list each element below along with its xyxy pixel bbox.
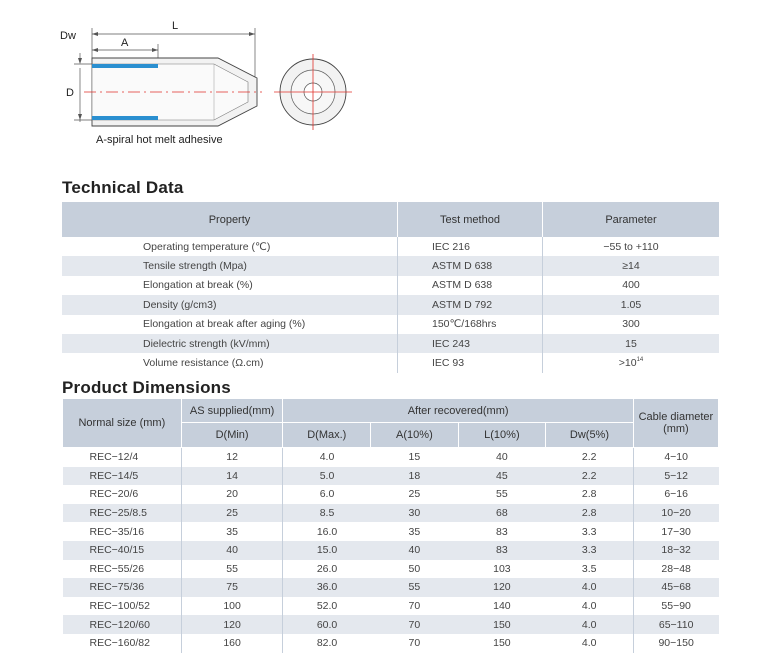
- dw-cell: 2.8: [581, 488, 597, 501]
- dw-cell: 2.2: [581, 451, 597, 464]
- l-cell: 120: [458, 578, 545, 597]
- cable-cell: 45−68: [633, 578, 718, 597]
- property-cell: Operating temperature (℃): [143, 240, 271, 253]
- a-cell: 15: [408, 451, 421, 464]
- normal-size-cell: REC−20/6: [89, 488, 139, 501]
- cable-cell: 17−30: [633, 522, 718, 541]
- a-cell: 70: [371, 615, 459, 634]
- cable-cell: 6−16: [633, 485, 718, 504]
- a-cell: 35: [408, 525, 421, 538]
- cable-cell: 4−10: [633, 448, 718, 467]
- parameter-cell: $>10^{14}$: [543, 353, 720, 372]
- method-cell: ASTM D 638: [398, 276, 543, 295]
- normal-size-cell: REC−75/36: [63, 578, 182, 597]
- exponent: 14: [636, 357, 644, 364]
- property-cell: Elongation at break (%): [143, 279, 253, 292]
- property-header: Property: [62, 202, 398, 237]
- method-cell: IEC 243: [398, 334, 543, 353]
- l-cell: 68: [458, 504, 545, 523]
- cable-cell: 5−12: [633, 467, 718, 486]
- dimension-row: [63, 615, 719, 634]
- product-dimensions-body: [63, 448, 719, 653]
- d-min-cell: 40: [181, 541, 283, 560]
- normal-size-cell: REC−160/82: [89, 637, 150, 650]
- property-cell: Elongation at break after aging (%): [143, 318, 306, 331]
- cable-cell: 10−20: [633, 504, 718, 523]
- dimension-row: [63, 504, 719, 523]
- a-cell: 70: [408, 637, 421, 650]
- parameter-cell: 300: [543, 315, 720, 334]
- d-max-cell: 52.0: [283, 597, 371, 616]
- normal-size-cell: REC−12/4: [89, 451, 139, 464]
- d-min-cell: 75: [181, 578, 283, 597]
- technical-row: [62, 256, 719, 275]
- method-cell: IEC 93: [398, 353, 543, 372]
- dw-cell: 4.0: [546, 578, 634, 597]
- parameter-header: Parameter: [543, 202, 720, 237]
- dimension-row: [63, 467, 719, 486]
- cable-cell: 28−48: [633, 560, 718, 579]
- dw-cell: 2.8: [546, 504, 634, 523]
- l-cell: 55: [496, 488, 508, 501]
- d-max-cell: 26.0: [283, 560, 371, 579]
- property-cell: Density (g/cm3): [62, 295, 398, 314]
- l-cell: 103: [493, 562, 511, 575]
- a-cell: 40: [371, 541, 459, 560]
- normal-size-header: Normal size (mm): [63, 399, 182, 448]
- parameter-cell: −55 to +110: [543, 237, 720, 256]
- l-cell: 83: [496, 525, 508, 538]
- cable-cell: 65−110: [633, 615, 718, 634]
- dw-cell: 3.3: [581, 525, 597, 538]
- normal-size-cell: REC−120/60: [63, 615, 182, 634]
- d-min-cell: 160: [181, 634, 283, 653]
- diagram-caption: A-spiral hot melt adhesive: [96, 134, 223, 146]
- d-min-cell: 120: [181, 615, 283, 634]
- dw-label: Dw: [60, 30, 76, 42]
- d-max-cell: 8.5: [283, 504, 371, 523]
- a-cell: 18: [371, 467, 459, 486]
- a-label: A: [121, 37, 129, 49]
- d-min-cell: 14: [181, 467, 283, 486]
- a-cell: 25: [408, 488, 421, 501]
- l-label: L: [172, 20, 179, 32]
- property-cell: Tensile strength (Mpa): [62, 256, 398, 275]
- parameter-cell: 15: [543, 334, 720, 353]
- dw-cell: 2.2: [546, 467, 634, 486]
- dw-cell: 4.0: [546, 615, 634, 634]
- technical-row: [62, 315, 719, 334]
- technical-row: [62, 353, 719, 372]
- normal-size-cell: REC−40/15: [63, 541, 182, 560]
- dw-cell: 3.5: [581, 562, 597, 575]
- property-cell: Dielectric strength (kV/mm): [62, 334, 398, 353]
- parameter-cell: ≥14: [543, 256, 720, 275]
- parameter-cell: 400: [543, 276, 720, 295]
- after-recovered-header: After recovered(mm): [283, 399, 633, 423]
- d-max-cell: 36.0: [283, 578, 371, 597]
- cable-diameter-header: Cable diameter (mm): [633, 399, 718, 448]
- dimension-row: [63, 597, 719, 616]
- d-min-cell: 25: [181, 504, 283, 523]
- d-max-cell: 4.0: [283, 448, 371, 467]
- d-max-cell: 82.0: [283, 634, 371, 653]
- d-label: D: [66, 87, 74, 99]
- technical-data-body: [62, 237, 719, 373]
- technical-row: [62, 334, 719, 353]
- l-cell: 45: [458, 467, 545, 486]
- test-method-header: Test method: [398, 202, 543, 237]
- dimension-row: [63, 541, 719, 560]
- l-cell: 150: [493, 637, 511, 650]
- dimension-row: [63, 560, 719, 579]
- normal-size-cell: REC−14/5: [63, 467, 182, 486]
- a-cell: 30: [371, 504, 459, 523]
- cable-cell: 55−90: [633, 597, 718, 616]
- d-max-cell: 60.0: [283, 615, 371, 634]
- d-max-header: D(Max.): [283, 423, 371, 448]
- a-cell: 50: [408, 562, 421, 575]
- dimension-row: [63, 578, 719, 597]
- dimension-row: [63, 634, 719, 653]
- l-cell: 40: [496, 451, 508, 464]
- l-cell: 150: [458, 615, 545, 634]
- product-dimensions-title: Product Dimensions: [62, 378, 231, 397]
- d-max-cell: 15.0: [283, 541, 371, 560]
- normal-size-cell: REC−25/8.5: [63, 504, 182, 523]
- cable-cell: 90−150: [633, 634, 718, 653]
- d-min-cell: 100: [181, 597, 283, 616]
- method-cell: IEC 216: [398, 237, 543, 256]
- d-min-cell: 35: [181, 522, 283, 541]
- method-cell: ASTM D 638: [398, 256, 543, 275]
- a-cell: 55: [371, 578, 459, 597]
- dimension-row: [63, 448, 719, 467]
- normal-size-cell: REC−35/16: [89, 525, 145, 538]
- technical-row: [62, 295, 719, 314]
- cable-cell: 18−32: [633, 541, 718, 560]
- l-cell: 140: [493, 600, 511, 613]
- a-header: A(10%): [371, 423, 459, 448]
- dw-cell: 3.3: [546, 541, 634, 560]
- normal-size-cell: REC−55/26: [89, 562, 145, 575]
- d-min-header: D(Min): [181, 423, 283, 448]
- method-cell: 150℃/168hrs: [398, 315, 543, 334]
- dimension-row: [63, 485, 719, 504]
- a-cell: 70: [408, 600, 421, 613]
- property-cell: Volume resistance (Ω.cm): [143, 357, 264, 370]
- d-max-cell: 16.0: [283, 522, 371, 541]
- dimension-row: [63, 522, 719, 541]
- dw-cell: 4.0: [581, 637, 597, 650]
- as-supplied-header: AS supplied(mm): [181, 399, 283, 423]
- parameter-cell: 1.05: [543, 295, 720, 314]
- dw-cell: 4.0: [581, 600, 597, 613]
- d-max-cell: 5.0: [283, 467, 371, 486]
- technical-data-title: Technical Data: [62, 178, 184, 197]
- d-min-cell: 55: [181, 560, 283, 579]
- l-header: L(10%): [458, 423, 545, 448]
- l-cell: 83: [458, 541, 545, 560]
- d-min-cell: 20: [181, 485, 283, 504]
- d-min-cell: 12: [181, 448, 283, 467]
- method-cell: ASTM D 792: [398, 295, 543, 314]
- dw-header: Dw(5%): [546, 423, 634, 448]
- technical-row: [62, 237, 719, 256]
- normal-size-cell: REC−100/52: [89, 600, 150, 613]
- technical-data-table: [62, 202, 719, 373]
- technical-row: [62, 276, 719, 295]
- product-dimensions-table: [62, 398, 719, 653]
- d-max-cell: 6.0: [283, 485, 371, 504]
